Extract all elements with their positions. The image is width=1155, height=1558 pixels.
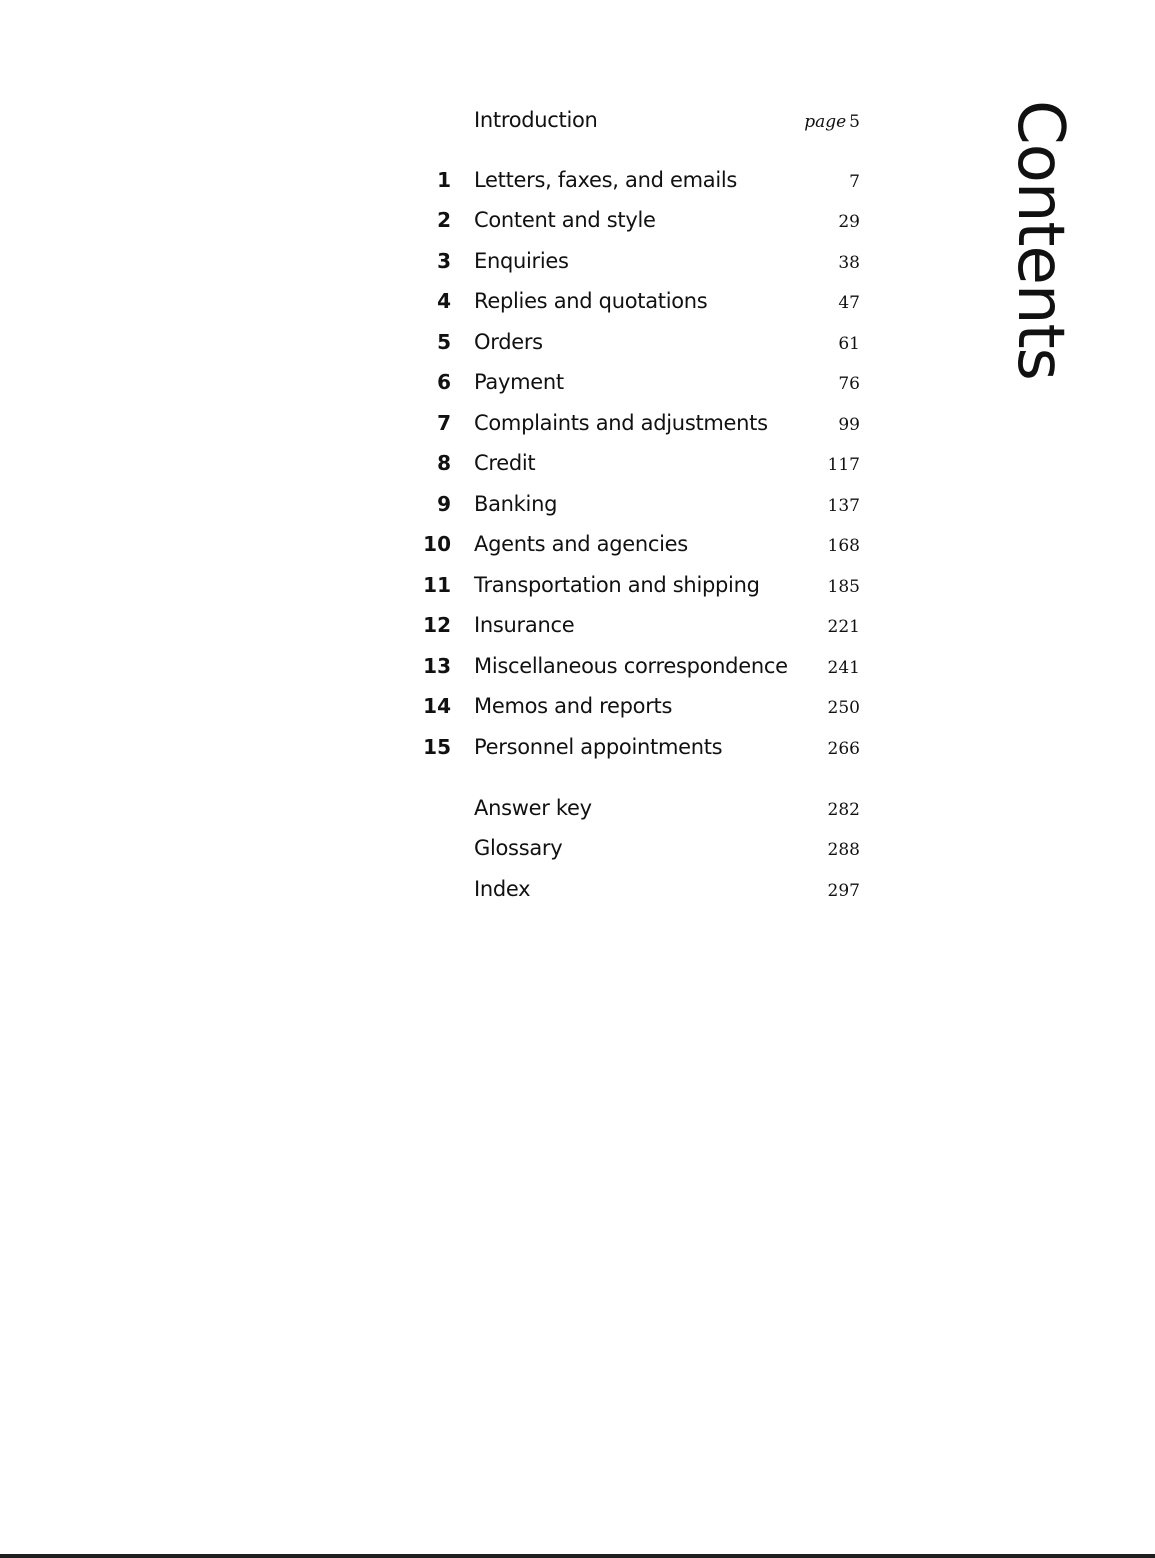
toc-entry-glossary: [0, 828, 1155, 868]
back-matter-page: 282: [827, 800, 860, 820]
chapter-number: 13: [423, 654, 451, 678]
page-label: page: [804, 112, 847, 132]
chapter-title: Enquiries: [474, 249, 569, 273]
contents-side-title: Contents: [1003, 100, 1077, 380]
chapter-number: 9: [437, 492, 451, 516]
chapter-title: Letters, faxes, and emails: [474, 168, 738, 192]
toc-entry-chapter-1: [0, 160, 1155, 200]
page-bottom-edge: [0, 1554, 1155, 1558]
chapter-page: 241: [827, 658, 860, 678]
toc-entry-chapter-7: [0, 403, 1155, 443]
chapter-page: 137: [827, 496, 860, 516]
chapter-number: 5: [437, 330, 451, 354]
chapter-number: 8: [437, 451, 451, 475]
toc-entry-chapter-5: [0, 322, 1155, 362]
chapter-page: 185: [827, 577, 860, 597]
toc-entry-title: Introduction: [474, 108, 598, 132]
chapter-title: Miscellaneous correspondence: [474, 654, 788, 678]
chapter-number: 12: [423, 613, 451, 637]
toc-entry-page: [780, 100, 860, 144]
chapter-page: 76: [838, 374, 860, 394]
chapter-title: Transportation and shipping: [474, 573, 760, 597]
toc-entry-chapter-9: [0, 484, 1155, 524]
chapter-page: 221: [827, 617, 860, 637]
chapter-page: 61: [838, 334, 860, 354]
chapter-number: 11: [423, 573, 451, 597]
toc-entry-chapter-8: [0, 443, 1155, 483]
toc-entry-answer-key: [0, 788, 1155, 828]
chapter-title: Memos and reports: [474, 694, 673, 718]
chapter-title: Insurance: [474, 613, 575, 637]
chapter-title: Complaints and adjustments: [474, 411, 768, 435]
chapter-page: 38: [838, 253, 860, 273]
toc-entry-chapter-3: [0, 241, 1155, 281]
chapter-page: 7: [849, 172, 860, 192]
chapter-number: 2: [437, 208, 451, 232]
back-matter-title: Glossary: [474, 836, 563, 860]
chapter-title: Payment: [474, 370, 564, 394]
toc-entry-introduction: [0, 100, 1155, 140]
back-matter-title: Answer key: [474, 796, 592, 820]
toc-entry-chapter-4: [0, 281, 1155, 321]
chapter-title: Personnel appointments: [474, 735, 723, 759]
toc-entry-chapter-14: [0, 686, 1155, 726]
back-matter-page: 297: [827, 881, 860, 901]
chapter-number: 10: [423, 532, 451, 556]
back-matter-title: Index: [474, 877, 531, 901]
toc-entry-chapter-12: [0, 605, 1155, 645]
chapter-title: Credit: [474, 451, 536, 475]
toc-entry-chapter-13: [0, 646, 1155, 686]
toc-entry-chapter-2: [0, 200, 1155, 240]
toc-entry-index: [0, 869, 1155, 909]
chapter-title: Replies and quotations: [474, 289, 708, 313]
chapter-number: 6: [437, 370, 451, 394]
chapter-page: 168: [827, 536, 860, 556]
chapter-number: 3: [437, 249, 451, 273]
chapter-number: 1: [437, 168, 451, 192]
toc-entry-chapter-15: [0, 727, 1155, 767]
chapter-page: 47: [838, 293, 860, 313]
chapter-title: Agents and agencies: [474, 532, 688, 556]
toc-entry-chapter-11: [0, 565, 1155, 605]
chapter-title: Content and style: [474, 208, 656, 232]
toc-entry-chapter-6: [0, 362, 1155, 402]
chapter-title: Orders: [474, 330, 543, 354]
toc-entry-chapter-10: [0, 524, 1155, 564]
chapter-page: 266: [827, 739, 860, 759]
back-matter-page: 288: [827, 840, 860, 860]
chapter-number: 4: [437, 289, 451, 313]
chapter-page: 29: [838, 212, 860, 232]
chapter-number: 14: [423, 694, 451, 718]
chapter-title: Banking: [474, 492, 558, 516]
chapter-page: 99: [838, 415, 860, 435]
page-number: 5: [849, 112, 860, 132]
chapter-page: 117: [827, 455, 860, 475]
chapter-number: 15: [423, 735, 451, 759]
chapter-page: 250: [827, 698, 860, 718]
chapter-number: 7: [437, 411, 451, 435]
